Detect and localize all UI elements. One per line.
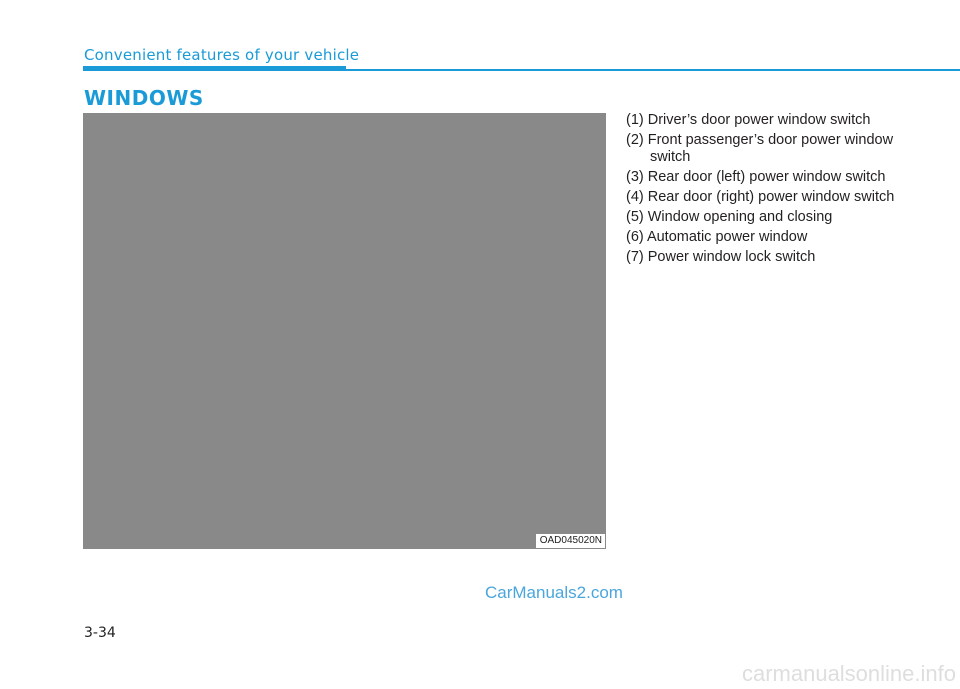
watermark-link[interactable]: CarManuals2.com <box>485 583 623 602</box>
header-rule <box>346 69 960 71</box>
legend-item: (7) Power window lock switch <box>626 249 816 265</box>
legend-item: (4) Rear door (right) power window switch <box>626 189 895 205</box>
section-header: Convenient features of your vehicle <box>84 46 360 64</box>
legend-item: (6) Automatic power window <box>626 229 808 245</box>
figure-code: OAD045020N <box>536 534 605 548</box>
legend-item: (2) Front passenger’s door power window switch <box>626 132 894 165</box>
page-title: WINDOWS <box>84 86 204 110</box>
legend-item: (1) Driver’s door power window switch <box>626 112 871 128</box>
legend-item: (5) Window opening and closing <box>626 209 833 225</box>
figure-image <box>83 113 606 549</box>
header-bar-accent <box>83 66 346 71</box>
footer-watermark: carmanualsonline.info <box>741 661 956 686</box>
legend-list <box>626 112 926 269</box>
legend-item: (3) Rear door (left) power window switch <box>626 169 886 185</box>
page-number: 3-34 <box>84 625 116 641</box>
